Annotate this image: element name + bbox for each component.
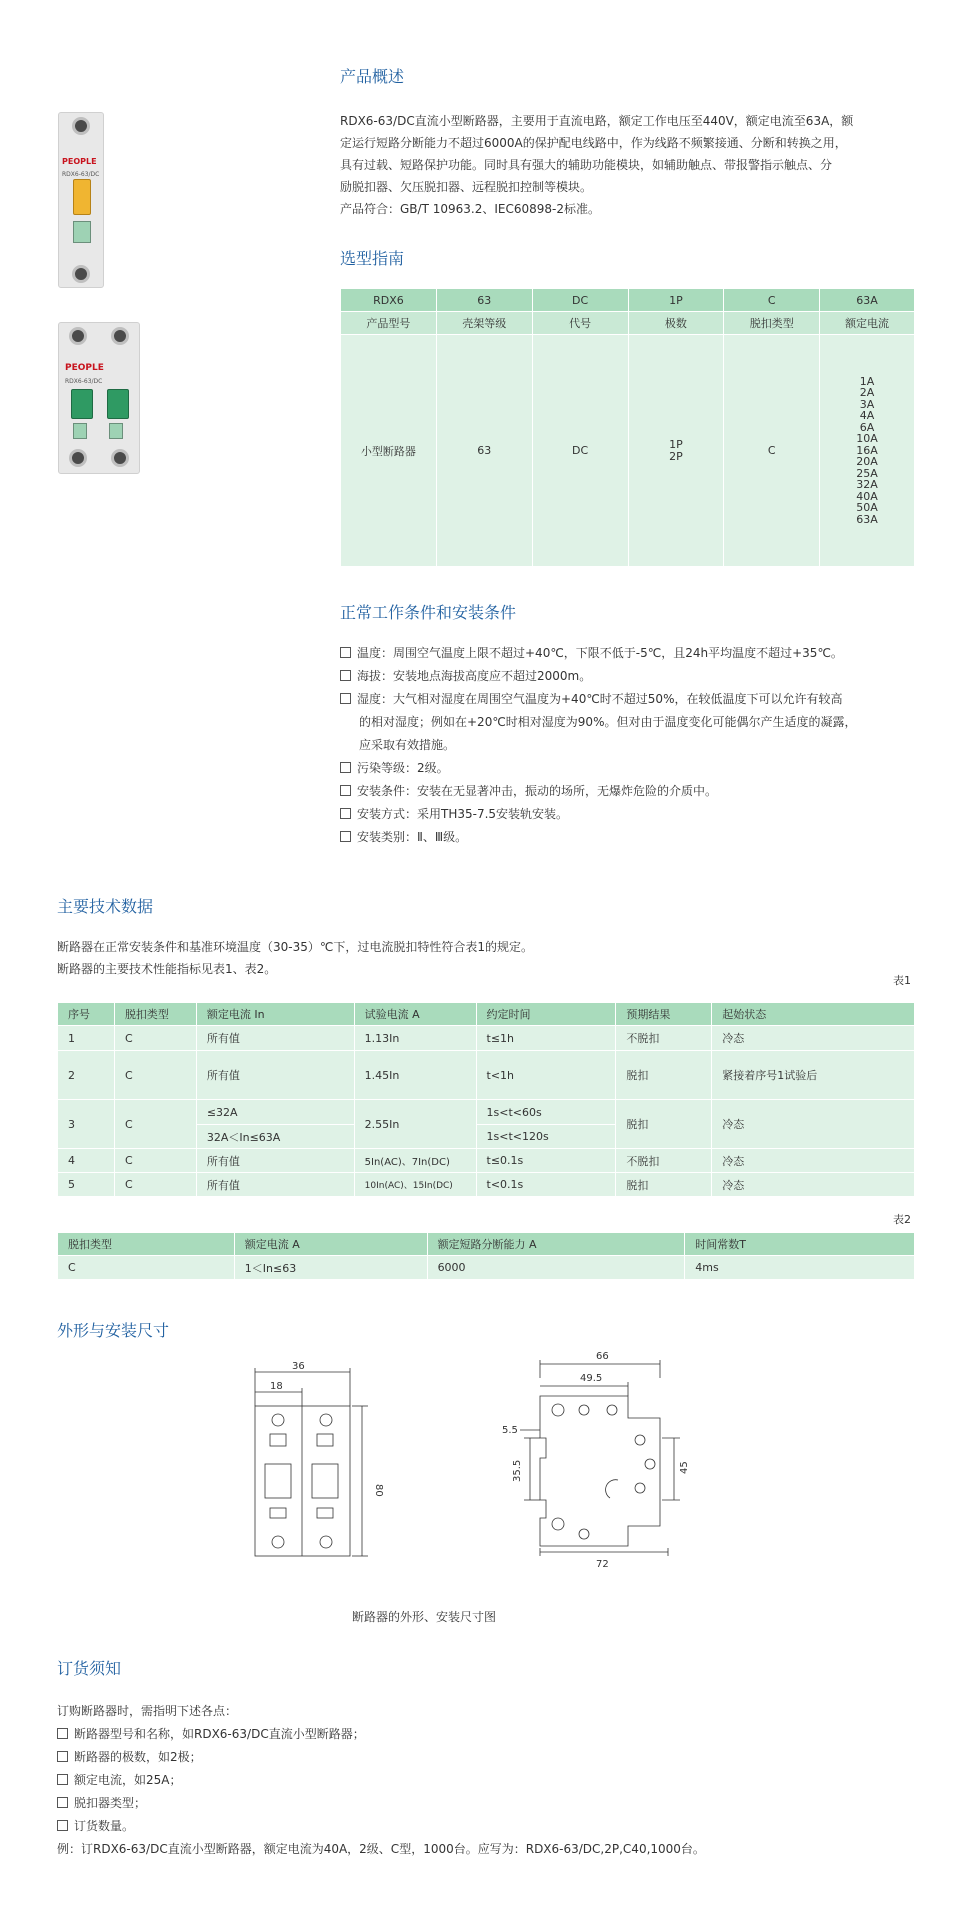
table-cell: [628, 335, 724, 567]
table-cell: 3: [58, 1100, 115, 1149]
toggle-lever: [73, 179, 91, 215]
current-value: 2A: [859, 386, 875, 400]
table-cell: 1.45In: [354, 1051, 476, 1100]
table-cell: 脱扣: [616, 1173, 712, 1197]
table-cell: 1P: [628, 289, 724, 312]
screw-icon: [111, 327, 129, 345]
current-value: 63A: [856, 512, 878, 526]
current-value: 50A: [856, 501, 878, 515]
table-cell: 额定电流: [820, 312, 915, 335]
table-cell: 1s<t<60s: [476, 1100, 616, 1125]
tech-title: 主要技术数据: [57, 897, 154, 916]
checkbox-icon: [57, 1751, 68, 1762]
table-cell: 1s<t<120s: [476, 1125, 616, 1149]
model-label: RDX6-63/DC: [65, 378, 103, 385]
table-row: [58, 1173, 915, 1197]
order-item: 脱扣器类型；: [57, 1792, 937, 1815]
current-value: 4A: [859, 409, 875, 423]
checkbox-icon: [57, 1728, 68, 1739]
table-row: [58, 1051, 915, 1100]
screw-icon: [72, 117, 90, 135]
dim-side-offset: 5.5: [502, 1425, 518, 1436]
pole-value: 1P: [669, 437, 683, 451]
overview-text: [340, 110, 930, 220]
indicator-window: [73, 221, 91, 243]
table-cell: 紧接着序号1试验后: [712, 1051, 915, 1100]
column-header: 额定电流 A: [234, 1233, 427, 1256]
overview-line: 具有过载、短路保护功能。同时具有强大的辅助功能模块，如辅助触点、带报警指示触点、分: [340, 158, 833, 172]
table-cell: RDX6: [341, 289, 437, 312]
table-row: [341, 289, 915, 312]
dim-side-left-height: 35.5: [512, 1459, 523, 1482]
table-cell: 4ms: [685, 1256, 915, 1280]
table2: [57, 1232, 915, 1280]
toggle-lever: [107, 389, 129, 419]
dim-side-right-height: 45: [679, 1461, 690, 1474]
table-cell: ≤32A: [196, 1100, 354, 1125]
condition-continuation: 的相对湿度；例如在+20℃时相对湿度为90%。但对由于温度变化可能偶尔产生适度的凝露，: [359, 715, 857, 729]
model-label: RDX6-63/DC: [62, 171, 100, 178]
table-cell: 5In(AC)、7In(DC): [354, 1149, 476, 1173]
side-view-drawing: [500, 1348, 710, 1573]
table-cell: t<0.1s: [476, 1173, 616, 1197]
overview-line: RDX6-63/DC直流小型断路器，主要用于直流电路，额定工作电压至440V，额定电流至63A，额: [340, 114, 854, 128]
checkbox-icon: [340, 647, 351, 658]
table-cell: 极数: [628, 312, 724, 335]
table-cell: 所有值: [196, 1149, 354, 1173]
table-cell: C: [114, 1100, 196, 1149]
column-header: 起始状态: [712, 1003, 915, 1026]
table-row: [58, 1256, 915, 1280]
condition-item: 海拔：安装地点海拔高度应不超过2000m。: [340, 665, 930, 688]
table-cell: 所有值: [196, 1173, 354, 1197]
column-header: 脱扣类型: [114, 1003, 196, 1026]
dim-side-top: 66: [596, 1351, 609, 1362]
order-item: 订货数量。: [57, 1815, 937, 1838]
current-value: 1A: [859, 374, 875, 388]
brand-logo: PEOPLE: [62, 157, 97, 166]
table-cell: 脱扣: [616, 1051, 712, 1100]
table-row: [58, 1149, 915, 1173]
table-cell: 冷态: [712, 1149, 915, 1173]
order-title: 订货须知: [57, 1659, 122, 1678]
checkbox-icon: [57, 1820, 68, 1831]
checkbox-icon: [340, 831, 351, 842]
table-cell: C: [58, 1256, 235, 1280]
table-cell: 2.55In: [354, 1100, 476, 1149]
table-cell: 不脱扣: [616, 1149, 712, 1173]
table-row: [58, 1026, 915, 1051]
table-cell: [820, 335, 915, 567]
dim-front-half: 18: [270, 1381, 283, 1392]
table-cell: 4: [58, 1149, 115, 1173]
table-cell: 冷态: [712, 1100, 915, 1149]
table1: [57, 1002, 915, 1197]
column-header: 时间常数T: [685, 1233, 915, 1256]
order-item: 额定电流，如25A；: [57, 1769, 937, 1792]
condition-item: 安装方式：采用TH35-7.5安装轨安装。: [340, 803, 930, 826]
table-cell: 产品型号: [341, 312, 437, 335]
table-cell: 63A: [820, 289, 915, 312]
overview-line: 产品符合：GB/T 10963.2、IEC60898-2标准。: [340, 202, 600, 216]
table-cell: 10In(AC)、15In(DC): [354, 1173, 476, 1197]
table-row: [58, 1100, 915, 1125]
condition-item: 温度：周围空气温度上限不超过+40℃，下限不低于-5℃，且24h平均温度不超过+35℃。: [340, 642, 930, 665]
dim-front-width: 36: [292, 1361, 305, 1372]
brand-logo: PEOPLE: [65, 363, 104, 373]
tech-intro: [57, 936, 917, 980]
table-cell: 所有值: [196, 1051, 354, 1100]
table-cell: C: [724, 289, 820, 312]
table-cell: 63: [436, 335, 532, 567]
column-header: 脱扣类型: [58, 1233, 235, 1256]
table-cell: DC: [532, 289, 628, 312]
overview-line: 定运行短路分断能力不超过6000A的保护配电线路中，作为线路不频繁接通、分断和转换之用，: [340, 136, 847, 150]
current-value: 25A: [856, 466, 878, 480]
order-intro: 订购断路器时，需指明下述各点：: [57, 1704, 238, 1718]
checkbox-icon: [340, 693, 351, 704]
table-cell: 1＜In≤63: [234, 1256, 427, 1280]
checkbox-icon: [340, 785, 351, 796]
current-value: 3A: [859, 397, 875, 411]
tech-intro-line: 断路器在正常安装条件和基准环境温度（30-35）℃下，过电流脱扣特性符合表1的规定。: [57, 940, 533, 954]
table-cell: 脱扣类型: [724, 312, 820, 335]
table-cell: 小型断路器: [341, 335, 437, 567]
table-cell: 1: [58, 1026, 115, 1051]
product-image-1p: [58, 112, 104, 288]
current-value: 6A: [859, 420, 875, 434]
screw-icon: [72, 265, 90, 283]
column-header: 序号: [58, 1003, 115, 1026]
condition-item: 湿度：大气相对湿度在周围空气温度为+40℃时不超过50%，在较低温度下可以允许有较高: [340, 688, 930, 711]
current-value: 16A: [856, 443, 878, 457]
table-cell: C: [114, 1149, 196, 1173]
column-header: 预期结果: [616, 1003, 712, 1026]
checkbox-icon: [340, 670, 351, 681]
screw-icon: [111, 449, 129, 467]
table-cell: t≤0.1s: [476, 1149, 616, 1173]
table-row: [341, 312, 915, 335]
checkbox-icon: [57, 1797, 68, 1808]
toggle-lever: [71, 389, 93, 419]
table-cell: C: [724, 335, 820, 567]
table-cell: 不脱扣: [616, 1026, 712, 1051]
table-cell: 代号: [532, 312, 628, 335]
table-cell: C: [114, 1051, 196, 1100]
current-value: 10A: [856, 432, 878, 446]
table-row: [341, 335, 915, 567]
table-cell: 2: [58, 1051, 115, 1100]
table-header-row: [58, 1233, 915, 1256]
table-cell: 壳架等级: [436, 312, 532, 335]
table-cell: C: [114, 1173, 196, 1197]
table-cell: 所有值: [196, 1026, 354, 1051]
table-cell: 脱扣: [616, 1100, 712, 1149]
table-cell: 冷态: [712, 1173, 915, 1197]
table-cell: C: [114, 1026, 196, 1051]
dim-side-inner: 49.5: [580, 1373, 603, 1384]
table-cell: t<1h: [476, 1051, 616, 1100]
column-header: 额定电流 In: [196, 1003, 354, 1026]
checkbox-icon: [340, 762, 351, 773]
table-cell: 5: [58, 1173, 115, 1197]
column-header: 额定短路分断能力 A: [427, 1233, 685, 1256]
pole-value: 2P: [669, 449, 683, 463]
condition-item: 安装类别：Ⅱ、Ⅲ级。: [340, 826, 930, 849]
dimensions-title: 外形与安装尺寸: [57, 1321, 170, 1340]
table-cell: t≤1h: [476, 1026, 616, 1051]
table-cell: 6000: [427, 1256, 685, 1280]
indicator-window: [73, 423, 87, 439]
dim-front-height: 80: [373, 1484, 384, 1497]
tech-intro-line: 断路器的主要技术性能指标见表1、表2。: [57, 962, 277, 976]
condition-item: 污染等级：2级。: [340, 757, 930, 780]
column-header: 约定时间: [476, 1003, 616, 1026]
indicator-window: [109, 423, 123, 439]
condition-item: 安装条件：安装在无显著冲击，振动的场所，无爆炸危险的介质中。: [340, 780, 930, 803]
dim-side-bottom: 72: [596, 1559, 609, 1570]
overview-title: 产品概述: [340, 67, 405, 86]
conditions-list: [340, 642, 930, 849]
checkbox-icon: [57, 1774, 68, 1785]
table-cell: DC: [532, 335, 628, 567]
checkbox-icon: [340, 808, 351, 819]
table-cell: 1.13In: [354, 1026, 476, 1051]
screw-icon: [69, 449, 87, 467]
front-view-drawing: [240, 1360, 384, 1570]
table2-label: 表2: [893, 1213, 911, 1226]
selection-title: 选型指南: [340, 249, 405, 268]
table-cell: 冷态: [712, 1026, 915, 1051]
current-value: 32A: [856, 478, 878, 492]
current-value: 20A: [856, 455, 878, 469]
column-header: 试验电流 A: [354, 1003, 476, 1026]
current-value: 40A: [856, 489, 878, 503]
overview-line: 励脱扣器、欠压脱扣器、远程脱扣控制等模块。: [340, 180, 593, 194]
table-cell: 32A＜In≤63A: [196, 1125, 354, 1149]
order-example: 例：订RDX6-63/DC直流小型断路器，额定电流为40A，2级、C型，1000台。应写为：RDX6-63/DC,2P,C40,1000台。: [57, 1842, 705, 1856]
order-item: 断路器型号和名称，如RDX6-63/DC直流小型断路器；: [57, 1723, 937, 1746]
selection-table: [340, 288, 915, 567]
table1-label: 表1: [893, 974, 911, 987]
order-list: [57, 1700, 937, 1861]
table-cell: 63: [436, 289, 532, 312]
condition-continuation: 应采取有效措施。: [359, 738, 456, 752]
screw-icon: [69, 327, 87, 345]
dimensions-caption: 断路器的外形、安装尺寸图: [352, 1610, 497, 1624]
conditions-title: 正常工作条件和安装条件: [340, 603, 517, 622]
order-item: 断路器的极数，如2极；: [57, 1746, 937, 1769]
product-image-2p: [58, 322, 140, 474]
table-header-row: [58, 1003, 915, 1026]
